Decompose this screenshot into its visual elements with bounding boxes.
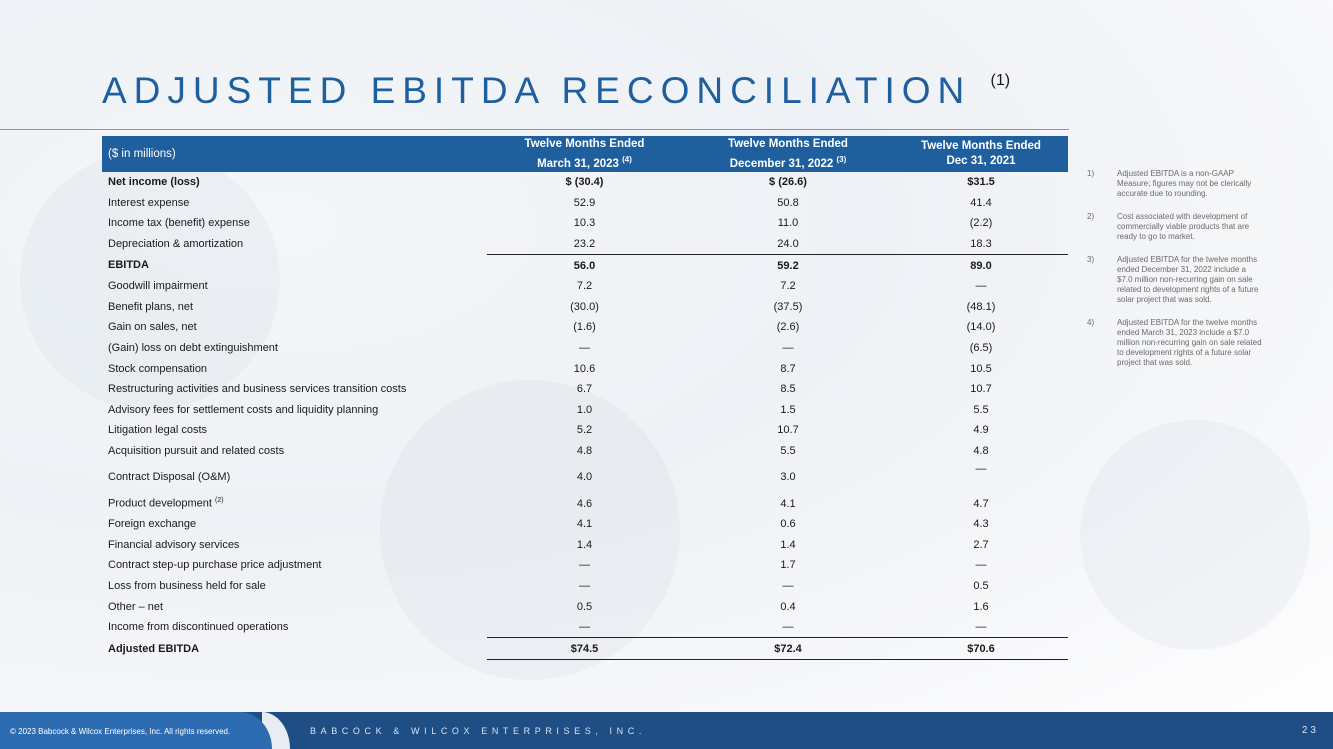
cell-value: 59.2 <box>682 255 894 276</box>
page-title-text: ADJUSTED EBITDA RECONCILIATION <box>102 70 972 111</box>
cell-value: — <box>975 559 987 572</box>
cell-value: — <box>579 621 590 634</box>
cell-value: 50.8 <box>777 196 799 209</box>
cell-value: 23.2 <box>573 238 596 251</box>
cell-value: 4.7 <box>973 497 989 510</box>
table-row <box>102 172 1068 193</box>
row-label: Product development <box>108 497 212 510</box>
cell-value: 24.0 <box>777 238 799 251</box>
cell-value: 11.0 <box>777 217 799 230</box>
footnote <box>1087 318 1263 368</box>
cell-value: 4.3 <box>973 518 989 531</box>
row-label: Net income (loss) <box>108 176 200 189</box>
footnote-number: 3) <box>1087 255 1095 264</box>
cell-value-wrap <box>894 461 1068 493</box>
table-row <box>102 617 1068 638</box>
cell-value: 7.2 <box>576 280 593 293</box>
cell-value: $74.5 <box>487 638 682 660</box>
page-number: 23 <box>1301 725 1319 736</box>
copyright-notice: © 2023 Babcock & Wilcox Enterprises, Inc. All rights reserved. <box>10 727 231 736</box>
footnotes <box>1087 169 1263 381</box>
cell-value: 8.5 <box>780 383 796 396</box>
cell-value: 52.9 <box>573 196 596 209</box>
row-label: (Gain) loss on debt extinguishment <box>108 342 278 355</box>
footnote-number: 2) <box>1087 212 1095 221</box>
row-label: Interest expense <box>108 196 190 209</box>
cell-value: 4.8 <box>576 445 593 458</box>
table-body <box>102 172 1068 660</box>
cell-value: $31.5 <box>967 176 995 189</box>
cell-value: 3.0 <box>780 471 796 484</box>
row-label-wrap <box>102 493 487 514</box>
column-header-line1: Twelve Months Ended <box>728 137 848 150</box>
column-header-line2: March 31, 2023 <box>537 157 619 170</box>
row-label: Income from discontinued operations <box>108 621 289 634</box>
table-header <box>102 136 1068 172</box>
row-label: EBITDA <box>108 259 149 272</box>
company-name: BABCOCK & WILCOX ENTERPRISES, INC. <box>310 726 646 736</box>
table-row <box>102 441 1068 462</box>
row-label: Adjusted EBITDA <box>108 642 200 655</box>
table-row <box>102 317 1068 338</box>
table-row <box>102 555 1068 576</box>
table-row <box>102 213 1068 234</box>
table-row-adjusted-ebitda <box>102 638 1068 660</box>
row-label: Advisory fees for settlement costs and liquidity planning <box>108 403 379 416</box>
row-footnote-ref: (2) <box>215 497 224 505</box>
footnote-text: Adjusted EBITDA is a non-GAAP Measure; figures may not be clerically accurate due to rounding. <box>1117 169 1252 198</box>
table-row <box>102 379 1068 400</box>
cell-value: 10.5 <box>970 362 992 375</box>
cell-value: 5.2 <box>576 424 593 437</box>
cell-value: — <box>782 621 794 634</box>
cell-value: 10.6 <box>573 362 596 375</box>
row-label: Benefit plans, net <box>108 300 194 313</box>
cell-value: 1.4 <box>576 538 593 551</box>
cell-value: (14.0) <box>966 321 996 334</box>
cell-value: — <box>579 342 590 355</box>
cell-value: — <box>579 579 590 592</box>
table-row <box>102 461 1068 493</box>
table-row <box>102 234 1068 255</box>
cell-value: $ (30.4) <box>565 176 604 189</box>
cell-value: 7.2 <box>780 280 796 293</box>
cell-value: — <box>975 621 987 634</box>
column-header-fy-2022 <box>682 136 894 172</box>
table-row <box>102 193 1068 214</box>
unit-label: ($ in millions) <box>108 147 176 160</box>
footnote <box>1087 169 1263 199</box>
footnote-number: 1) <box>1087 169 1095 178</box>
cell-value: 4.8 <box>973 445 989 458</box>
row-label: Restructuring activities and business services transition costs <box>108 383 407 396</box>
cell-value: — <box>975 463 987 476</box>
column-header-line2: Dec 31, 2021 <box>946 155 1016 167</box>
footnote-text: Adjusted EBITDA for the twelve months ended March 31, 2023 include a $7.0 million non-recurring gain on sale related to development rights of a future solar project that was sold. <box>1117 318 1262 367</box>
row-label: Goodwill impairment <box>108 280 208 293</box>
row-label: Loss from business held for sale <box>108 579 266 592</box>
column-footnote-ref: (3) <box>836 154 847 164</box>
row-label: Gain on sales, net <box>108 321 197 334</box>
cell-value: 4.9 <box>973 424 989 437</box>
row-label: Other – net <box>108 600 164 613</box>
cell-value: 8.7 <box>780 362 796 375</box>
cell-value: 1.0 <box>576 403 593 416</box>
column-header-q1-2023 <box>487 136 682 172</box>
table-row <box>102 576 1068 597</box>
page-title <box>102 70 1010 112</box>
cell-value: 0.4 <box>780 600 796 613</box>
row-label: Stock compensation <box>108 362 208 375</box>
footnote <box>1087 255 1263 305</box>
cell-value: 1.5 <box>780 403 796 416</box>
footer-bar <box>0 712 1333 749</box>
cell-value: 5.5 <box>973 403 989 416</box>
cell-value: 5.5 <box>780 445 796 458</box>
table-row <box>102 535 1068 556</box>
cell-value: 10.7 <box>777 424 799 437</box>
table-row <box>102 514 1068 535</box>
cell-value: 2.7 <box>973 538 989 551</box>
cell-value: (37.5) <box>773 300 803 313</box>
cell-value: — <box>975 280 987 293</box>
cell-value: (1.6) <box>573 321 596 334</box>
reconciliation-table <box>102 136 1068 660</box>
cell-value: (48.1) <box>966 300 996 313</box>
row-label: Litigation legal costs <box>108 424 208 437</box>
row-label: Financial advisory services <box>108 538 240 551</box>
cell-value: 41.4 <box>970 196 992 209</box>
cell-value: (2.2) <box>969 217 993 230</box>
cell-value: 6.7 <box>576 383 593 396</box>
table-row <box>102 297 1068 318</box>
footnote-text: Cost associated with development of commercially viable products that are ready to go to market. <box>1117 212 1250 241</box>
table-row <box>102 400 1068 421</box>
cell-value: 1.6 <box>973 600 989 613</box>
column-header-fy-2021 <box>894 136 1068 172</box>
column-header-line1: Twelve Months Ended <box>524 137 645 150</box>
table-row <box>102 358 1068 379</box>
cell-value: $ (26.6) <box>769 176 807 189</box>
table-row <box>102 338 1068 359</box>
cell-value: (2.6) <box>776 321 800 334</box>
cell-value: 18.3 <box>970 238 992 251</box>
cell-value: 10.7 <box>970 383 992 396</box>
column-footnote-ref: (4) <box>622 154 632 164</box>
row-label: Contract Disposal (O&M) <box>108 471 231 484</box>
cell-value: 1.4 <box>780 538 796 551</box>
row-label: Depreciation & amortization <box>108 238 244 251</box>
row-label: Foreign exchange <box>108 518 197 531</box>
column-header-line1: Twelve Months Ended <box>921 140 1041 152</box>
footnote <box>1087 212 1263 242</box>
cell-value: (30.0) <box>570 300 599 313</box>
table-row <box>102 276 1068 297</box>
cell-value: $70.6 <box>894 638 1068 660</box>
row-label: Income tax (benefit) expense <box>108 217 250 230</box>
footnote-text: Adjusted EBITDA for the twelve months ended December 31, 2022 include a $7.0 million non-recurring gain on sale related to development rights of a future solar project that was sold. <box>1117 255 1259 304</box>
cell-value: 0.6 <box>780 518 796 531</box>
cell-value: — <box>782 579 794 592</box>
table-row <box>102 420 1068 441</box>
cell-value: 4.6 <box>576 497 593 510</box>
cell-value: 0.5 <box>973 579 989 592</box>
cell-value: $72.4 <box>682 638 894 660</box>
background-decoration <box>1080 420 1310 650</box>
cell-value: 1.7 <box>780 559 796 572</box>
footnote-number: 4) <box>1087 318 1095 327</box>
title-footnote-ref: (1) <box>990 72 1011 89</box>
cell-value: 4.0 <box>576 471 593 484</box>
cell-value: 56.0 <box>487 255 682 276</box>
table-header-row <box>102 136 1068 172</box>
cell-value: 10.3 <box>573 217 596 230</box>
row-label: Acquisition pursuit and related costs <box>108 445 285 458</box>
cell-value: 4.1 <box>576 518 593 531</box>
cell-value: (6.5) <box>969 342 993 355</box>
table-row <box>102 493 1068 514</box>
table-row-ebitda <box>102 255 1068 276</box>
cell-value: — <box>782 342 794 355</box>
title-divider <box>0 129 1069 130</box>
row-label: Contract step-up purchase price adjustment <box>108 559 322 572</box>
cell-value: 89.0 <box>894 255 1068 276</box>
cell-value: — <box>579 559 590 572</box>
cell-value: 0.5 <box>576 600 593 613</box>
table-row <box>102 596 1068 617</box>
column-header-line2: December 31, 2022 <box>729 157 834 170</box>
cell-value: 4.1 <box>780 497 796 510</box>
